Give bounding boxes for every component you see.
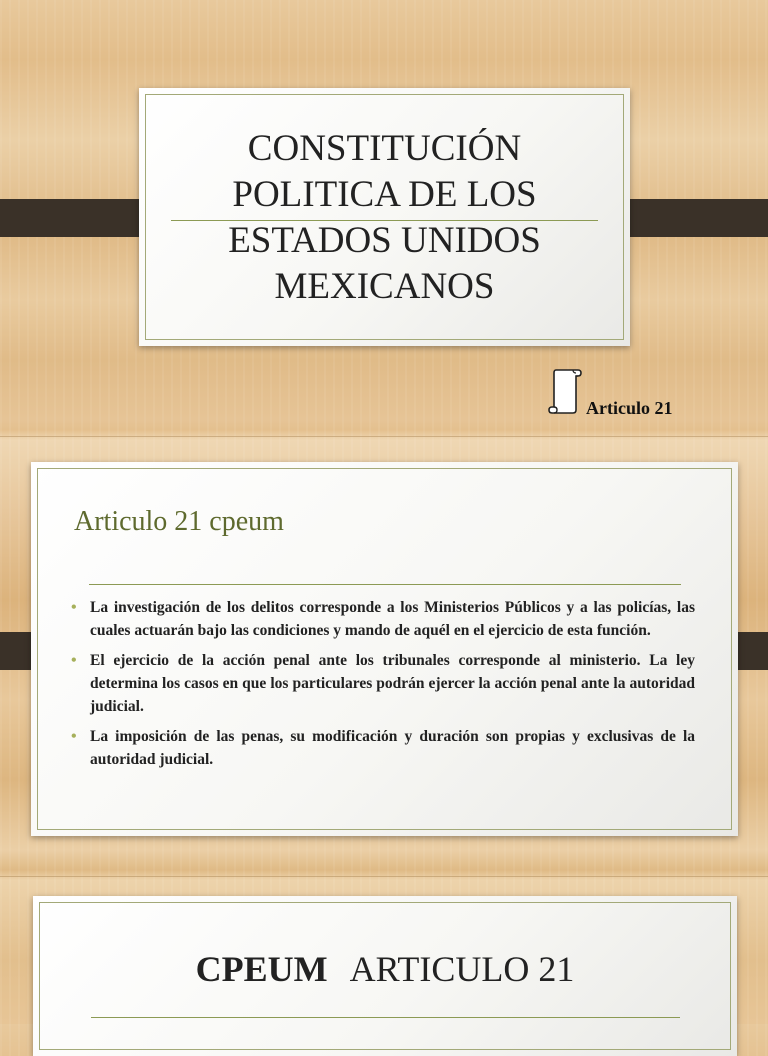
section-title-rest: ARTICULO 21: [349, 949, 575, 989]
decorative-strip-left: [0, 199, 156, 237]
bullet-dot-icon: •: [71, 652, 77, 669]
attachment-label[interactable]: Articulo 21: [586, 398, 673, 418]
bullet-text: La imposición de las penas, su modificación y duración son propias y exclusivas de la autoridad judicial.: [90, 728, 695, 768]
section-underline: [91, 1017, 680, 1018]
bullet-item: [71, 596, 695, 642]
title-line: CONSTITUCIÓN: [247, 128, 522, 169]
decorative-strip-right: [612, 199, 768, 237]
content-slide: [31, 462, 738, 836]
title-line: ESTADOS UNIDOS: [228, 220, 541, 261]
bullet-dot-icon: •: [71, 599, 77, 616]
bullet-text: El ejercicio de la acción penal ante los tribunales corresponde al ministerio. La ley determina los casos en que los particulares podrán ejercer la acción penal ante la autoridad judicial.: [90, 652, 695, 715]
scroll-icon[interactable]: [548, 366, 582, 414]
title-line: MEXICANOS: [274, 266, 495, 307]
slide-divider: [0, 876, 768, 877]
title-slide: [139, 88, 630, 346]
section-slide: [33, 896, 737, 1056]
section-title: [33, 948, 737, 990]
title-line: POLITICA DE LOS: [232, 174, 537, 215]
bullet-text: La investigación de los delitos corresponde a los Ministerios Públicos y a las policías, las cuales actuarán bajo las condiciones y mando de aquél en el ejercicio de esta función.: [90, 599, 695, 639]
slide-divider: [0, 436, 768, 437]
section-title-bold: CPEUM: [195, 949, 328, 989]
slide-heading: Articulo 21 cpeum: [74, 506, 284, 537]
bullet-item: [71, 725, 695, 771]
slide-title: [179, 126, 590, 310]
bullet-list: [71, 596, 695, 778]
bullet-dot-icon: •: [71, 728, 77, 745]
heading-underline: [89, 584, 681, 585]
bullet-item: [71, 649, 695, 718]
